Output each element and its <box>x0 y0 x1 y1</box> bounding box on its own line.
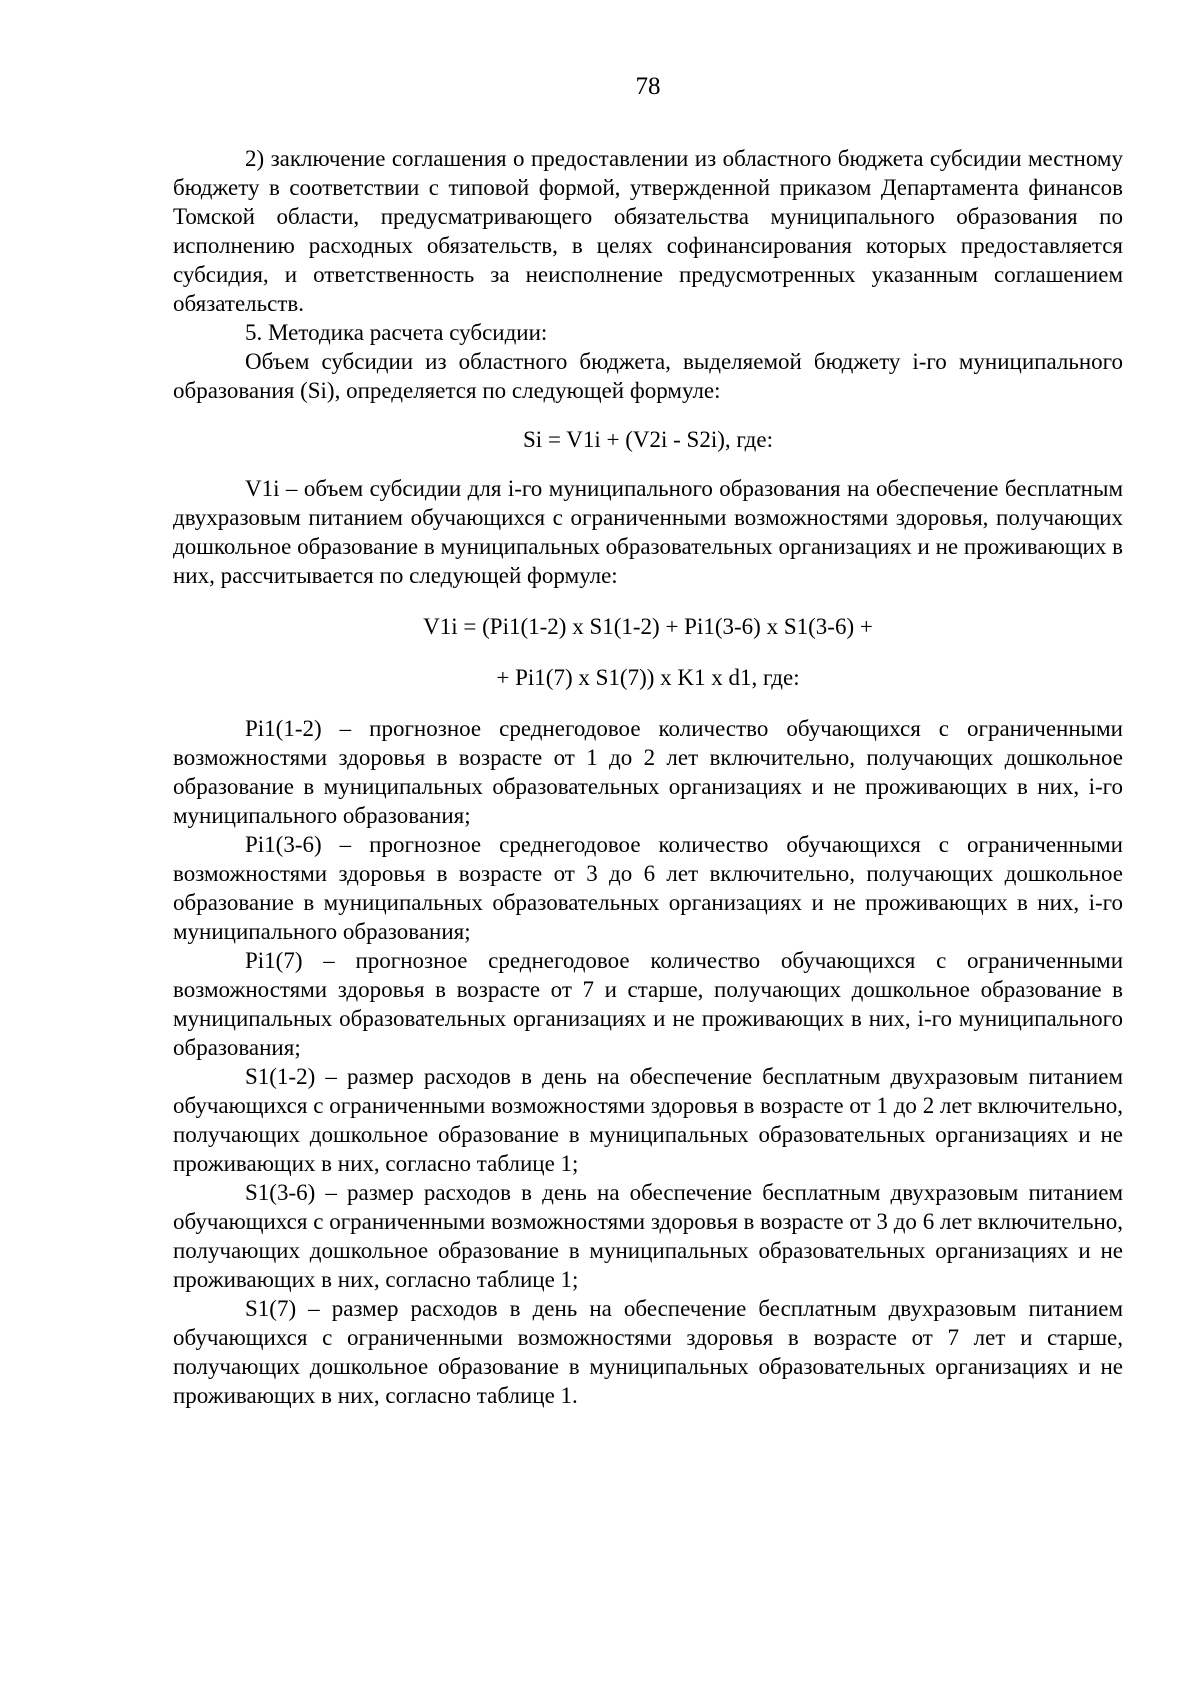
definition-s1-3-6: S1(3-6) – размер расходов в день на обеспечение бесплатным двухразовым питанием обучающихся с ограниченными возможностями здоровья в возрасте от 3 до 6 лет включительно, получающих дошкольное образование в муниципальных образовательных организациях и не проживающих в них, согласно таблице 1; <box>173 1180 1123 1292</box>
paragraph-subsidy-volume: Объем субсидии из областного бюджета, выделяемой бюджету i-го муниципального образования (Si), определяется по следующей формуле: <box>173 349 1123 403</box>
page-number: 78 <box>635 73 661 100</box>
paragraph-v1i-definition: V1i – объем субсидии для i-го муниципального образования на обеспечение бесплатным двухразовым питанием обучающихся с ограниченными возможностями здоровья, получающих дошкольное образование в муниципальных образовательных организациях и не проживающих в них, рассчитывается по следующей формуле: <box>173 476 1123 588</box>
section-heading-methodology: 5. Методика расчета субсидии: <box>245 320 548 345</box>
formula-v1i-line2: + Pi1(7) x S1(7)) x K1 x d1, где: <box>496 665 800 690</box>
formula-si: Si = V1i + (V2i - S2i), где: <box>523 427 773 452</box>
definition-pi1-7: Pi1(7) – прогнозное среднегодовое количество обучающихся с ограниченными возможностями здоровья в возрасте от 7 и старше, получающих дошкольное образование в муниципальных образовательных организациях и не проживающих в них, i-го муниципального образования; <box>173 948 1123 1060</box>
definition-s1-1-2: S1(1-2) – размер расходов в день на обеспечение бесплатным двухразовым питанием обучающихся с ограниченными возможностями здоровья в возрасте от 1 до 2 лет включительно, получающих дошкольное образование в муниципальных образовательных организациях и не проживающих в них, согласно таблице 1; <box>173 1064 1123 1176</box>
document-body <box>173 144 1123 1410</box>
definition-pi1-1-2: Pi1(1-2) – прогнозное среднегодовое количество обучающихся с ограниченными возможностями здоровья в возрасте от 1 до 2 лет включительно, получающих дошкольное образование в муниципальных образовательных организациях и не проживающих в них, i-го муниципального образования; <box>173 716 1123 828</box>
definition-pi1-3-6: Pi1(3-6) – прогнозное среднегодовое количество обучающихся с ограниченными возможностями здоровья в возрасте от 3 до 6 лет включительно, получающих дошкольное образование в муниципальных образовательных организациях и не проживающих в них, i-го муниципального образования; <box>173 832 1123 944</box>
formula-v1i-line1: V1i = (Pi1(1-2) x S1(1-2) + Pi1(3-6) x S1(3-6) + <box>423 614 873 639</box>
definition-s1-7: S1(7) – размер расходов в день на обеспечение бесплатным двухразовым питанием обучающихся с ограниченными возможностями здоровья в возрасте от 7 лет и старше, получающих дошкольное образование в муниципальных образовательных организациях и не проживающих в них, согласно таблице 1. <box>173 1296 1123 1408</box>
paragraph-agreement-condition: 2) заключение соглашения о предоставлении из областного бюджета субсидии местному бюджету в соответствии с типовой формой, утвержденной приказом Департамента финансов Томской области, предусматривающего обязательства муниципального образования по исполнению расходных обязательств, в целях софинансирования которых предоставляется субсидия, и ответственность за неисполнение предусмотренных указанным соглашением обязательств. <box>173 146 1123 316</box>
